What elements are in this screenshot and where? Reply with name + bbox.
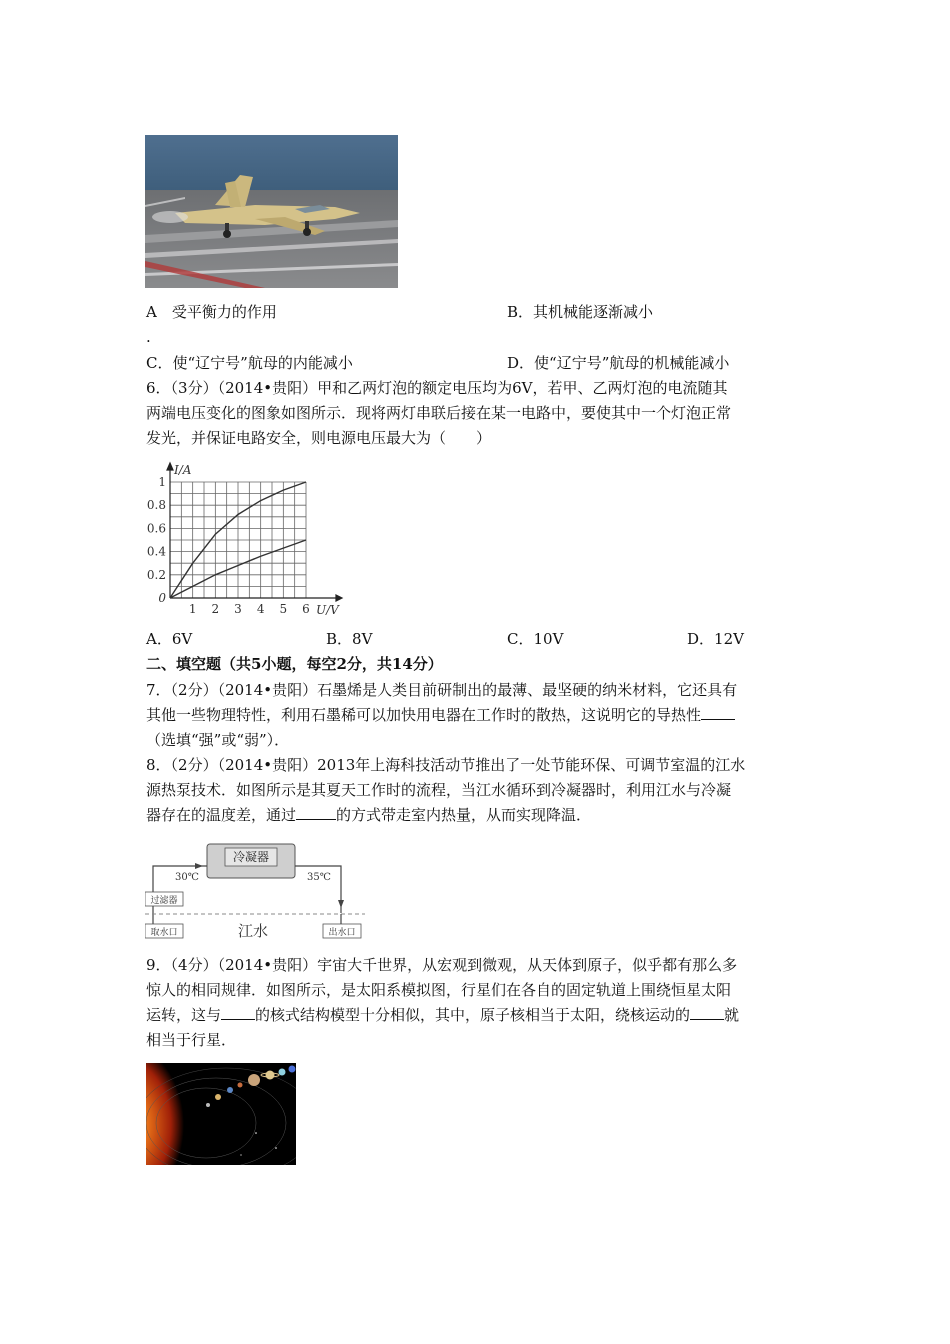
q7-line3: （选填“强”或“弱”）． [146,731,290,749]
q9-line3c: 就 [724,1006,740,1024]
q8-line1: 8．（2分）（2014•贵阳）2013年上海科技活动节推出了一处节能环保、可调节室温的江水 [146,756,746,774]
q9-line2: 惊人的相同规律．如图所示，是太阳系模拟图，行星们在各自的固定轨道上围绕恒星太阳 [146,981,732,999]
x-tick-label: 2 [211,602,220,616]
q8-line2: 源热泵技术．如图所示是其夏天工作时的流程，当江水循环到冷凝器时，利用江水与冷凝 [146,781,732,799]
x-axis-label: U/V [316,603,339,617]
q6-option-b: B．8V [326,630,373,648]
q8-blank[interactable] [296,805,336,820]
x-tick-label: 1 [188,602,197,616]
q7-line2-text: 其他一些物理特性，利用石墨稀可以加快用电器在工作时的散热，这说明它的导热性 [146,706,702,724]
q8-line3 [146,805,591,825]
q9-blank-2[interactable] [690,1005,724,1020]
q9-line3b: 的核式结构模型十分相似，其中，原子核相当于太阳，绕核运动的 [255,1006,691,1024]
q7-blank[interactable] [701,705,735,720]
intake-label: 取水口 [150,928,178,938]
outlet-label: 出水口 [328,928,356,938]
q8-line3b: 的方式带走室内热量，从而实现降温． [336,806,592,824]
y-tick-label: 0.8 [146,498,166,513]
x-tick-label: 5 [279,602,288,616]
x-tick-label: 6 [302,602,310,616]
q5-option-d: D．使“辽宁号”航母的机械能减小 [507,354,730,372]
temp-out-label: 35℃ [307,872,331,883]
y-tick-label: 0.2 [146,567,166,582]
q7-line1: 7．（2分）（2014•贵阳）石墨烯是人类目前研制出的最薄、最坚硬的纳米材料，它还具有 [146,681,738,699]
q5-option-b: B．其机械能逐渐减小 [507,303,654,321]
carrier-jet-photo [145,135,398,288]
q6-option-d: D．12V [687,630,744,648]
q6-option-c: C．10V [507,630,564,648]
condenser-label: 冷凝器 [232,850,270,864]
filter-label: 过滤器 [150,896,178,906]
y-axis-arrow [167,463,173,470]
q9-line3a: 运转，这与 [146,1006,222,1024]
x-tick-label: 4 [256,602,265,616]
q9-line1: 9．（4分）（2014•贵阳）宇宙大千世界，从宏观到微观，从天体到原子，似乎都有那么多 [146,956,738,974]
origin-label: 0 [158,591,166,605]
q9-line4: 相当于行星． [146,1031,237,1049]
x-axis-arrow [336,595,342,601]
y-tick-label: 1 [158,475,166,489]
q6-option-a: A．6V [146,630,193,648]
river-label: 江水 [237,922,269,940]
y-axis-label: I/A [174,463,192,477]
temp-in-label: 30℃ [175,872,199,883]
section-title: 二、填空题（共5小题，每空2分，共14分） [146,655,443,673]
q9-line3 [146,1005,739,1025]
y-tick-label: 0.4 [146,544,166,559]
q6-line2: 两端电压变化的图象如图所示．现将两灯串联后接在某一电路中，要使其中一个灯泡正常 [146,404,732,422]
heat-pump-diagram [145,838,365,948]
q8-line3a: 器存在的温度差，通过 [146,806,297,824]
q5-option-c: C．使“辽宁号”航母的内能减小 [146,354,353,372]
iu-chart [140,460,350,620]
x-tick-label: 3 [234,602,242,616]
q5-option-a: A 受平衡力的作用 [146,303,277,321]
q5-option-a-dot: . [146,328,151,346]
q6-line1: 6．（3分）（2014•贵阳）甲和乙两灯泡的额定电压均为6V，若甲、乙两灯泡的电流随其 [146,379,728,397]
solar-system-photo [146,1063,296,1165]
y-tick-label: 0.6 [146,521,166,536]
q7-line2 [146,705,735,725]
q9-blank-1[interactable] [221,1005,255,1020]
q6-line3: 发光，并保证电路安全，则电源电压最大为（ ） [146,429,492,447]
